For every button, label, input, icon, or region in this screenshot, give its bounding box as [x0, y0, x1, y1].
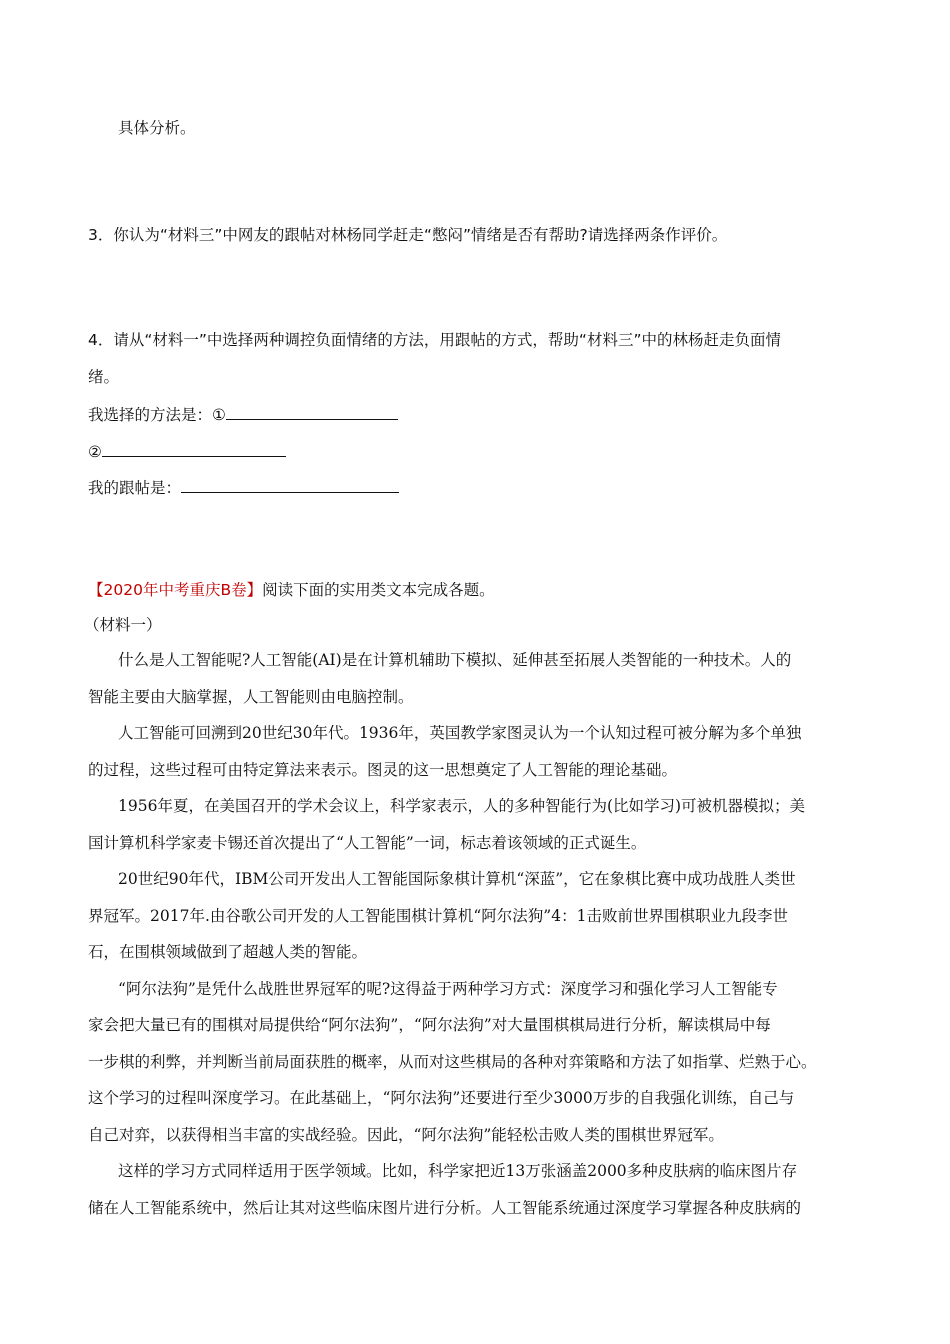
reply-row — [88, 476, 399, 498]
paragraph-line: 一步棋的利弊，并判断当前局面获胜的概率，从而对这些棋局的各种对弈策略和方法了如指掌、烂熟于心。 — [88, 1053, 817, 1071]
section-heading — [88, 580, 495, 600]
method-1-row — [88, 403, 398, 425]
paragraph-line: 国计算机科学家麦卡锡还首次提出了“人工智能”一词，标志着该领域的正式诞生。 — [88, 834, 647, 852]
question-4-line-2: 绪。 — [88, 368, 120, 386]
paragraph-line: 这个学习的过程叫深度学习。在此基础上，“阿尔法狗”还要进行至少3000万步的自我强化训练，自己与 — [88, 1089, 795, 1107]
reply-blank[interactable] — [181, 476, 399, 493]
section-intro: 阅读下面的实用类文本完成各题。 — [262, 581, 495, 599]
question-3: 3．你认为“材料三”中网友的跟帖对林杨同学赶走“憋闷”情绪是否有帮助?请选择两条作评价。 — [88, 226, 728, 244]
method-2-row — [88, 440, 286, 462]
paragraph-line: 这样的学习方式同样适用于医学领域。比如，科学家把近13万张涵盖2000多种皮肤病的临床图片存 — [118, 1162, 798, 1180]
analysis-continuation: 具体分析。 — [118, 119, 196, 137]
method-1-label: 我选择的方法是：① — [88, 406, 226, 424]
paragraph-line: “阿尔法狗”是凭什么战胜世界冠军的呢?这得益于两种学习方式：深度学习和强化学习人工智能专 — [118, 980, 778, 998]
paragraph-line: 智能主要由大脑掌握，人工智能则由电脑控制。 — [88, 688, 414, 706]
material-label: （材料一） — [84, 616, 162, 634]
question-4-line-1: 4．请从“材料一”中选择两种调控负面情绪的方法，用跟帖的方式，帮助“材料三”中的林杨赶走负面情 — [88, 331, 781, 349]
paragraph-line: 的过程，这些过程可由特定算法来表示。图灵的这一思想奠定了人工智能的理论基础。 — [88, 761, 678, 779]
paragraph-line: 储在人工智能系统中，然后让其对这些临床图片进行分析。人工智能系统通过深度学习掌握各种皮肤病的 — [88, 1199, 802, 1217]
paragraph-line: 什么是人工智能呢?人工智能(AI)是在计算机辅助下模拟、延伸甚至拓展人类智能的一种技术。人的 — [118, 651, 792, 669]
paragraph-line: 界冠军。2017年.由谷歌公司开发的人工智能围棋计算机“阿尔法狗”4：1击败前世界围棋职业九段李世 — [88, 907, 788, 925]
method-2-label: ② — [88, 443, 102, 461]
paragraph-line: 家会把大量已有的围棋对局提供给“阿尔法狗”，“阿尔法狗”对大量围棋棋局进行分析，解读棋局中每 — [88, 1016, 771, 1034]
paragraph-line: 人工智能可回溯到20世纪30年代。1936年，英国教学家图灵认为一个认知过程可被分解为多个单独 — [118, 724, 802, 742]
method-2-blank[interactable] — [102, 440, 286, 457]
paragraph-line: 20世纪90年代，IBM公司开发出人工智能国际象棋计算机“深蓝”，它在象棋比赛中成功战胜人类世 — [118, 870, 796, 888]
reply-label: 我的跟帖是： — [88, 479, 182, 497]
method-1-blank[interactable] — [226, 403, 398, 420]
paragraph-line: 石，在围棋领域做到了超越人类的智能。 — [88, 943, 368, 961]
paragraph-line: 1956年夏，在美国召开的学术会议上，科学家表示，人的多种智能行为(比如学习)可被机器模拟；美 — [118, 797, 806, 815]
paragraph-line: 自己对弈，以获得相当丰富的实战经验。因此，“阿尔法狗”能轻松击败人类的围棋世界冠军。 — [88, 1126, 724, 1144]
source-tag: 【2020年中考重庆B卷】 — [88, 581, 263, 599]
